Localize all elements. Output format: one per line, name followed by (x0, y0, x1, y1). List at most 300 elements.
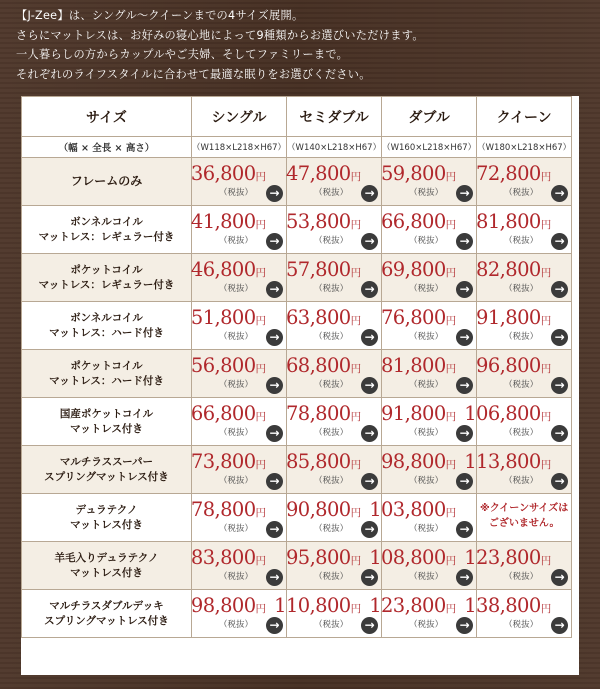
arrow-right-circle-icon[interactable]: → (266, 473, 283, 490)
price-cell (477, 350, 572, 398)
price (381, 354, 456, 377)
yen-unit: 円 (540, 171, 552, 183)
size-header (382, 97, 477, 137)
size-dims: （W140×L218×H67） (287, 137, 382, 158)
price-cell (382, 158, 477, 206)
yen-unit: 円 (540, 603, 552, 615)
price-value: 123,800 (369, 594, 446, 617)
price-table-panel (21, 96, 579, 675)
table-row (22, 590, 572, 638)
size-name: セミダブル (299, 109, 369, 126)
price-value: 83,800 (190, 546, 256, 569)
price-cell (287, 542, 382, 590)
row-label-line: マットレス：ハード付き (49, 374, 164, 387)
yen-unit: 円 (255, 267, 267, 279)
price-cell (287, 350, 382, 398)
yen-unit: 円 (445, 315, 457, 327)
price (381, 450, 456, 473)
price (191, 402, 266, 425)
corner-header (22, 97, 192, 137)
price-cell (369, 590, 477, 638)
yen-unit: 円 (255, 315, 267, 327)
price-value: 91,800 (476, 306, 541, 329)
corner-sub-label: （幅 × 全長 × 高さ） (58, 143, 155, 154)
yen-unit: 円 (540, 267, 552, 279)
tax-note: （税抜） (504, 380, 539, 390)
row-label-line: 国産ポケットコイル (59, 407, 154, 420)
tax-note: （税抜） (409, 284, 444, 294)
tax-note: （税抜） (219, 524, 254, 534)
yen-unit: 円 (445, 411, 457, 423)
intro-line: さらにマットレスは、お好みの寝心地によって9種類からお選びいただけます。 (16, 28, 424, 42)
arrow-right-circle-icon[interactable]: → (266, 233, 283, 250)
yen-unit: 円 (350, 411, 362, 423)
row-label-line: マットレス付き (70, 566, 143, 579)
price-value: 106,800 (464, 402, 541, 425)
yen-unit: 円 (350, 267, 362, 279)
table-row (22, 446, 572, 494)
arrow-right-circle-icon[interactable]: → (361, 329, 378, 346)
yen-unit: 円 (350, 171, 362, 183)
price-value: 138,800 (464, 594, 541, 617)
price-value: 108,800 (369, 546, 446, 569)
yen-unit: 円 (445, 171, 457, 183)
intro-line: 【J-Zee】は、シングル〜クイーンまでの4サイズ展開。 (16, 9, 304, 22)
price (381, 210, 456, 233)
yen-unit: 円 (255, 219, 267, 231)
size-dims: （W118×L218×H67） (192, 137, 287, 158)
price-cell (192, 446, 287, 494)
price-value: 78,800 (285, 402, 351, 425)
arrow-right-circle-icon[interactable]: → (266, 377, 283, 394)
arrow-right-circle-icon[interactable]: → (361, 377, 378, 394)
yen-unit: 円 (445, 219, 457, 231)
price-cell (369, 494, 477, 542)
arrow-right-circle-icon[interactable]: → (266, 569, 283, 586)
price (464, 402, 551, 425)
price-cell (274, 590, 382, 638)
row-label-line: マットレス：ハード付き (49, 326, 164, 339)
price (286, 306, 361, 329)
arrow-right-circle-icon[interactable]: → (551, 617, 568, 634)
price-cell (192, 542, 287, 590)
price-value: 46,800 (190, 258, 256, 281)
price-cell (464, 398, 572, 446)
arrow-right-circle-icon[interactable]: → (266, 281, 283, 298)
price (464, 450, 551, 473)
price-cell (192, 206, 287, 254)
price-value: 78,800 (190, 498, 256, 521)
arrow-right-circle-icon[interactable]: → (456, 233, 473, 250)
size-dims: （W180×L218×H67） (477, 137, 572, 158)
yen-unit: 円 (540, 363, 552, 375)
table-row (22, 158, 572, 206)
yen-unit: 円 (350, 315, 362, 327)
price-cell (192, 254, 287, 302)
size-name: ダブル (408, 109, 450, 126)
row-label (22, 158, 192, 206)
price-value: 63,800 (285, 306, 351, 329)
price (286, 402, 361, 425)
price-value: 72,800 (476, 162, 541, 185)
price-value: 123,800 (464, 546, 541, 569)
price (286, 258, 361, 281)
yen-unit: 円 (255, 411, 267, 423)
arrow-right-circle-icon[interactable]: → (266, 521, 283, 538)
price-cell (287, 398, 382, 446)
price (476, 258, 551, 281)
tax-note: （税抜） (504, 620, 539, 630)
row-label-line: ポケットコイル (70, 359, 143, 372)
row-label (22, 494, 192, 542)
tax-note: （税抜） (219, 188, 254, 198)
price (476, 354, 551, 377)
price-cell (464, 590, 572, 638)
tax-note: （税抜） (409, 188, 444, 198)
tax-note: （税抜） (504, 188, 539, 198)
price-cell (382, 206, 477, 254)
price (369, 498, 456, 521)
arrow-right-circle-icon[interactable]: → (361, 617, 378, 634)
price-value: 98,800 (190, 594, 256, 617)
row-label-line: デュラテクノ (75, 503, 138, 516)
arrow-right-circle-icon[interactable]: → (456, 425, 473, 442)
table-row (22, 302, 572, 350)
price (286, 498, 361, 521)
arrow-right-circle-icon[interactable]: → (551, 281, 568, 298)
row-label-line: マルチラススーパー (59, 455, 154, 468)
tax-note: （税抜） (314, 476, 349, 486)
price-cell (192, 398, 287, 446)
price-cell (464, 542, 572, 590)
price-value: 56,800 (190, 354, 256, 377)
arrow-right-circle-icon[interactable]: → (551, 233, 568, 250)
price (191, 306, 266, 329)
price-cell (287, 302, 382, 350)
tax-note: （税抜） (504, 284, 539, 294)
price (286, 354, 361, 377)
yen-unit: 円 (350, 219, 362, 231)
yen-unit: 円 (445, 507, 457, 519)
price (286, 210, 361, 233)
price (286, 450, 361, 473)
yen-unit: 円 (445, 459, 457, 471)
price-value: 91,800 (381, 402, 446, 425)
price-cell (477, 302, 572, 350)
price (286, 546, 361, 569)
row-label-line: ボンネルコイル (70, 311, 143, 324)
price-cell (192, 158, 287, 206)
arrow-right-circle-icon[interactable]: → (551, 425, 568, 442)
price-cell (382, 302, 477, 350)
price-value: 103,800 (369, 498, 446, 521)
tax-note: （税抜） (504, 476, 539, 486)
price-value: 36,800 (190, 162, 256, 185)
size-dims: （W160×L218×H67） (382, 137, 477, 158)
intro-line: それぞれのライフスタイルに合わせて最適な眠りをお選びください。 (16, 67, 371, 81)
arrow-right-circle-icon[interactable]: → (361, 233, 378, 250)
price (369, 594, 456, 617)
arrow-right-circle-icon[interactable]: → (266, 329, 283, 346)
price-cell (477, 158, 572, 206)
arrow-right-circle-icon[interactable]: → (456, 569, 473, 586)
price-cell (287, 206, 382, 254)
arrow-right-circle-icon[interactable]: → (456, 473, 473, 490)
table-row (22, 398, 572, 446)
price (476, 210, 551, 233)
yen-unit: 円 (445, 363, 457, 375)
yen-unit: 円 (540, 459, 552, 471)
price-value: 69,800 (381, 258, 446, 281)
tax-note: （税抜） (314, 380, 349, 390)
price-cell (382, 398, 477, 446)
arrow-right-circle-icon[interactable]: → (456, 521, 473, 538)
row-label (22, 350, 192, 398)
yen-unit: 円 (540, 555, 552, 567)
yen-unit: 円 (255, 363, 267, 375)
row-label-line: マットレス：レギュラー付き (38, 230, 175, 243)
price-cell (382, 254, 477, 302)
yen-unit: 円 (445, 603, 457, 615)
row-label-line: スプリングマットレス付き (44, 614, 169, 627)
unavailable-line: ※クイーンサイズは (480, 503, 569, 514)
tax-note: （税抜） (409, 572, 444, 582)
price-value: 81,800 (381, 354, 446, 377)
row-label (22, 446, 192, 494)
tax-note: （税抜） (409, 428, 444, 438)
table-row (22, 206, 572, 254)
tax-note: （税抜） (504, 428, 539, 438)
price (274, 594, 361, 617)
row-label-line: マットレス：レギュラー付き (38, 278, 175, 291)
arrow-right-circle-icon[interactable]: → (456, 329, 473, 346)
yen-unit: 円 (445, 555, 457, 567)
yen-unit: 円 (350, 363, 362, 375)
arrow-right-circle-icon[interactable]: → (361, 185, 378, 202)
tax-note: （税抜） (219, 236, 254, 246)
price-value: 66,800 (381, 210, 446, 233)
arrow-right-circle-icon[interactable]: → (266, 617, 283, 634)
arrow-right-circle-icon[interactable]: → (551, 185, 568, 202)
price-cell (382, 350, 477, 398)
corner-sub (22, 137, 192, 158)
arrow-right-circle-icon[interactable]: → (456, 617, 473, 634)
size-header-row (22, 97, 572, 137)
price (476, 306, 551, 329)
price-value: 59,800 (381, 162, 446, 185)
price (191, 594, 266, 617)
intro-line: 一人暮らしの方からカップルやご夫婦、そしてファミリーまで。 (16, 48, 349, 61)
price (191, 162, 266, 185)
size-name: クイーン (496, 109, 552, 126)
arrow-right-circle-icon[interactable]: → (456, 281, 473, 298)
price-value: 95,800 (285, 546, 351, 569)
yen-unit: 円 (540, 411, 552, 423)
arrow-right-circle-icon[interactable]: → (361, 569, 378, 586)
price (369, 546, 456, 569)
row-label-line: 羊毛入りデュラテクノ (54, 551, 159, 564)
tax-note: （税抜） (219, 620, 254, 630)
row-label (22, 302, 192, 350)
price-cell (287, 158, 382, 206)
yen-unit: 円 (255, 603, 267, 615)
tax-note: （税抜） (504, 572, 539, 582)
tax-note: （税抜） (219, 332, 254, 342)
price (464, 594, 551, 617)
row-label-line: ポケットコイル (70, 263, 143, 276)
arrow-right-circle-icon[interactable]: → (266, 185, 283, 202)
row-label (22, 398, 192, 446)
tax-note: （税抜） (504, 236, 539, 246)
price-cell (369, 542, 477, 590)
tax-note: （税抜） (409, 476, 444, 486)
tax-note: （税抜） (314, 236, 349, 246)
tax-note: （税抜） (314, 428, 349, 438)
tax-note: （税抜） (314, 188, 349, 198)
yen-unit: 円 (350, 459, 362, 471)
tax-note: （税抜） (219, 284, 254, 294)
price-cell (287, 446, 382, 494)
size-header (477, 97, 572, 137)
price (191, 498, 266, 521)
tax-note: （税抜） (219, 380, 254, 390)
yen-unit: 円 (540, 315, 552, 327)
price (191, 450, 266, 473)
tax-note: （税抜） (314, 332, 349, 342)
arrow-right-circle-icon[interactable]: → (551, 329, 568, 346)
tax-note: （税抜） (314, 524, 349, 534)
price-value: 73,800 (190, 450, 256, 473)
arrow-right-circle-icon[interactable]: → (551, 473, 568, 490)
price-value: 96,800 (476, 354, 541, 377)
row-label (22, 590, 192, 638)
price-cell (192, 494, 287, 542)
price-value: 82,800 (476, 258, 541, 281)
arrow-right-circle-icon[interactable]: → (361, 521, 378, 538)
tax-note: （税抜） (219, 476, 254, 486)
tax-note: （税抜） (314, 620, 349, 630)
unavailable-line: ございません。 (488, 518, 560, 529)
price (191, 210, 266, 233)
table-row (22, 350, 572, 398)
price (191, 258, 266, 281)
price-cell (192, 350, 287, 398)
price-value: 53,800 (285, 210, 351, 233)
price (476, 162, 551, 185)
arrow-right-circle-icon[interactable]: → (551, 569, 568, 586)
corner-label: サイズ (86, 109, 127, 126)
price-value: 81,800 (476, 210, 541, 233)
price-cell (192, 302, 287, 350)
arrow-right-circle-icon[interactable]: → (456, 377, 473, 394)
price-value: 98,800 (381, 450, 446, 473)
price (191, 546, 266, 569)
unavailable-note (477, 501, 571, 531)
yen-unit: 円 (255, 555, 267, 567)
price (381, 258, 456, 281)
price-value: 76,800 (381, 306, 446, 329)
price (464, 546, 551, 569)
tax-note: （税抜） (409, 236, 444, 246)
price-cell (477, 254, 572, 302)
arrow-right-circle-icon[interactable]: → (361, 425, 378, 442)
price-value: 90,800 (285, 498, 351, 521)
tax-note: （税抜） (219, 428, 254, 438)
row-label-line: マットレス付き (70, 422, 143, 435)
tax-note: （税抜） (314, 284, 349, 294)
tax-note: （税抜） (504, 332, 539, 342)
price-cell (287, 254, 382, 302)
row-label-line: スプリングマットレス付き (44, 470, 169, 483)
intro-text (16, 6, 586, 84)
price-value: 41,800 (190, 210, 256, 233)
size-header (287, 97, 382, 137)
tax-note: （税抜） (314, 572, 349, 582)
price-table (21, 96, 572, 638)
price-cell (477, 206, 572, 254)
price-cell (464, 446, 572, 494)
yen-unit: 円 (255, 507, 267, 519)
size-name: シングル (211, 109, 267, 126)
price (191, 354, 266, 377)
yen-unit: 円 (350, 507, 362, 519)
yen-unit: 円 (445, 267, 457, 279)
price-value: 85,800 (285, 450, 351, 473)
arrow-right-circle-icon[interactable]: → (361, 281, 378, 298)
row-label-line: マットレス付き (70, 518, 143, 531)
price-value: 51,800 (190, 306, 256, 329)
price (286, 162, 361, 185)
row-label-line: フレームのみ (70, 174, 143, 188)
yen-unit: 円 (350, 603, 362, 615)
price-cell (382, 446, 477, 494)
row-label-line: ボンネルコイル (70, 215, 143, 228)
row-label (22, 206, 192, 254)
yen-unit: 円 (255, 459, 267, 471)
yen-unit: 円 (350, 555, 362, 567)
price-value: 66,800 (190, 402, 256, 425)
row-label (22, 542, 192, 590)
price-cell (192, 590, 287, 638)
price-value: 113,800 (464, 450, 541, 473)
price-cell (287, 494, 382, 542)
price-value: 110,800 (274, 594, 351, 617)
price (381, 306, 456, 329)
tax-note: （税抜） (409, 332, 444, 342)
tax-note: （税抜） (219, 572, 254, 582)
price (381, 402, 456, 425)
table-row (22, 254, 572, 302)
arrow-right-circle-icon[interactable]: → (551, 377, 568, 394)
tax-note: （税抜） (409, 380, 444, 390)
tax-note: （税抜） (409, 620, 444, 630)
table-row (22, 494, 572, 542)
price (381, 162, 456, 185)
row-label-line: マルチラスダブルデッキ (49, 599, 164, 612)
tax-note: （税抜） (409, 524, 444, 534)
price-value: 47,800 (285, 162, 351, 185)
price-value: 57,800 (285, 258, 351, 281)
unavailable-cell (477, 494, 572, 542)
dimension-row (22, 137, 572, 158)
arrow-right-circle-icon[interactable]: → (361, 473, 378, 490)
table-row (22, 542, 572, 590)
yen-unit: 円 (255, 171, 267, 183)
size-header (192, 97, 287, 137)
arrow-right-circle-icon[interactable]: → (456, 185, 473, 202)
arrow-right-circle-icon[interactable]: → (266, 425, 283, 442)
row-label (22, 254, 192, 302)
